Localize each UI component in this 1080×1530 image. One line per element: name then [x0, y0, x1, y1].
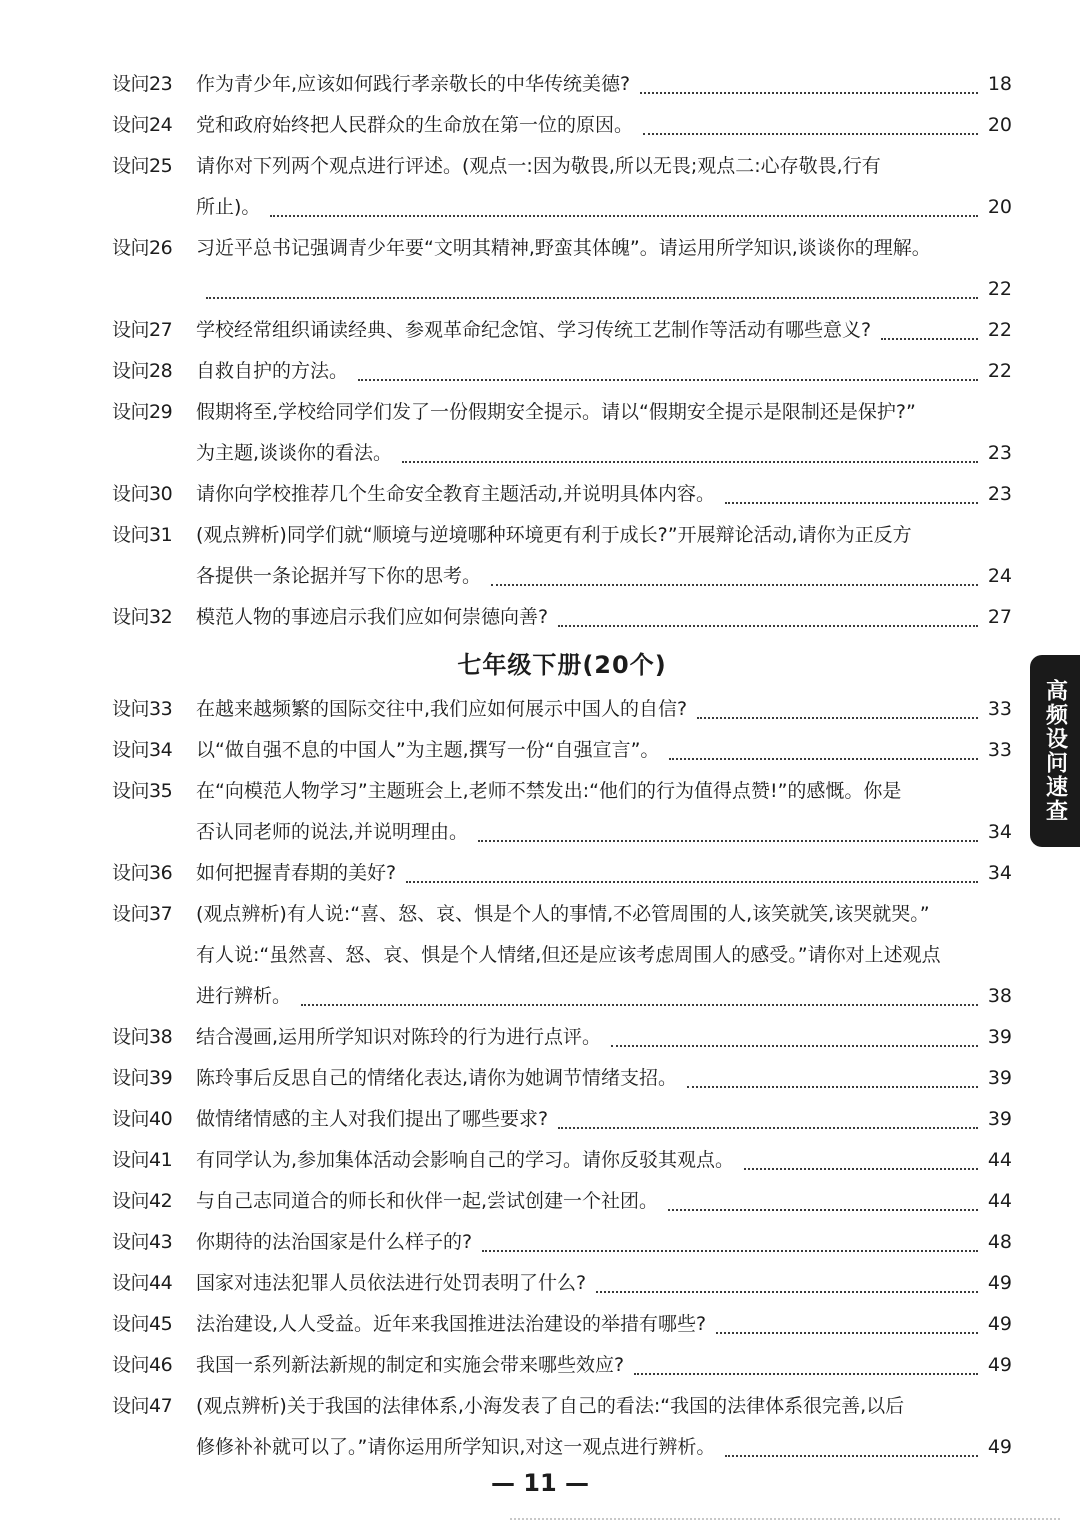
question-text: 习近平总书记强调青少年要“文明其精神,野蛮其体魄”。请运用所学知识,谈谈你的理解。 — [196, 237, 931, 259]
question-number: 设问34 — [112, 739, 173, 761]
question-number: 设问45 — [112, 1313, 173, 1335]
entry-line — [112, 894, 1012, 935]
page-ref: 34 — [987, 821, 1012, 843]
question-number: 设问27 — [112, 319, 173, 341]
page-ref: 44 — [987, 1149, 1012, 1171]
question-number: 设问46 — [112, 1354, 173, 1376]
page-ref: 33 — [987, 739, 1012, 761]
toc-entry[interactable] — [112, 310, 1012, 351]
question-text: 与自己志同道合的师长和伙伴一起,尝试创建一个社团。 — [196, 1190, 659, 1212]
entry-line — [112, 1140, 1012, 1181]
page-ref: 49 — [987, 1436, 1012, 1458]
dot-leader — [725, 1453, 978, 1457]
dot-leader — [668, 1207, 978, 1211]
toc-entry[interactable] — [112, 1181, 1012, 1222]
question-number: 设问26 — [112, 237, 173, 259]
toc-entry[interactable] — [112, 771, 1012, 853]
dot-leader — [744, 1166, 978, 1170]
entry-line — [112, 1099, 1012, 1140]
dot-leader — [491, 582, 978, 586]
question-number: 设问32 — [112, 606, 173, 628]
entry-line — [112, 228, 1012, 269]
toc-entry[interactable] — [112, 1058, 1012, 1099]
question-text: 修修补补就可以了。”请你运用所学知识,对这一观点进行辨析。 — [196, 1436, 716, 1458]
question-text: 为主题,谈谈你的看法。 — [196, 442, 393, 464]
entry-line — [112, 556, 1012, 597]
question-text: 结合漫画,运用所学知识对陈玲的行为进行点评。 — [196, 1026, 602, 1048]
toc-entry[interactable] — [112, 64, 1012, 105]
toc-entry[interactable] — [112, 689, 1012, 730]
question-number: 设问41 — [112, 1149, 173, 1171]
page-ref: 27 — [987, 606, 1012, 628]
entry-line — [112, 392, 1012, 433]
entry-line — [112, 1386, 1012, 1427]
entry-line — [112, 689, 1012, 730]
question-number: 设问42 — [112, 1190, 173, 1212]
entry-line — [112, 351, 1012, 392]
page-ref: 34 — [987, 862, 1012, 884]
question-text: 假期将至,学校给同学们发了一份假期安全提示。请以“假期安全提示是限制还是保护?” — [196, 401, 916, 423]
question-text: 学校经常组织诵读经典、参观革命纪念馆、学习传统工艺制作等活动有哪些意义? — [196, 319, 872, 341]
page-ref: 23 — [987, 483, 1012, 505]
question-text: (观点辨析)同学们就“顺境与逆境哪种环境更有利于成长?”开展辩论活动,请你为正反方 — [196, 524, 912, 546]
dot-leader — [558, 623, 978, 627]
question-text: 模范人物的事迹启示我们应如何崇德向善? — [196, 606, 549, 628]
toc-entry[interactable] — [112, 1017, 1012, 1058]
page-ref: 38 — [987, 985, 1012, 1007]
entry-line — [112, 1263, 1012, 1304]
question-number: 设问43 — [112, 1231, 173, 1253]
entry-line — [112, 1304, 1012, 1345]
toc-entry[interactable] — [112, 1099, 1012, 1140]
question-number: 设问39 — [112, 1067, 173, 1089]
question-text: 党和政府始终把人民群众的生命放在第一位的原因。 — [196, 114, 634, 136]
dot-leader — [478, 838, 978, 842]
question-text: 进行辨析。 — [196, 985, 292, 1007]
entry-line — [112, 935, 1012, 976]
entry-line — [112, 771, 1012, 812]
entry-line — [112, 1181, 1012, 1222]
question-text: 国家对违法犯罪人员依法进行处罚表明了什么? — [196, 1272, 587, 1294]
entry-line — [112, 64, 1012, 105]
question-text: 否认同老师的说法,并说明理由。 — [196, 821, 469, 843]
page-number: — 11 — — [490, 1469, 590, 1497]
entry-line — [112, 1017, 1012, 1058]
dot-leader — [402, 459, 978, 463]
dot-leader — [634, 1371, 978, 1375]
question-number: 设问31 — [112, 524, 173, 546]
question-text: 我国一系列新法新规的制定和实施会带来哪些效应? — [196, 1354, 625, 1376]
question-number: 设问35 — [112, 780, 173, 802]
entry-line — [112, 515, 1012, 556]
question-number: 设问30 — [112, 483, 173, 505]
page-ref: 18 — [987, 73, 1012, 95]
dot-leader — [640, 90, 978, 94]
question-text: 以“做自强不息的中国人”为主题,撰写一份“自强宣言”。 — [196, 739, 660, 761]
question-text: 自救自护的方法。 — [196, 360, 349, 382]
question-number: 设问47 — [112, 1395, 173, 1417]
page-ref: 39 — [987, 1067, 1012, 1089]
dot-leader — [611, 1043, 978, 1047]
dot-leader — [881, 336, 978, 340]
toc-entry[interactable] — [112, 515, 1012, 597]
dot-leader — [358, 377, 978, 381]
page-ref: 49 — [987, 1272, 1012, 1294]
toc-entry[interactable] — [112, 228, 1012, 310]
toc-entry[interactable] — [112, 1304, 1012, 1345]
dot-leader — [669, 756, 978, 760]
entry-line — [112, 976, 1012, 1017]
question-text: (观点辨析)有人说:“喜、怒、哀、惧是个人的事情,不必管周围的人,该笑就笑,该哭就哭。” — [196, 903, 930, 925]
entry-line — [112, 269, 1012, 310]
page-ref: 49 — [987, 1354, 1012, 1376]
toc-entry[interactable] — [112, 351, 1012, 392]
dot-leader — [206, 295, 978, 299]
question-text: 做情绪情感的主人对我们提出了哪些要求? — [196, 1108, 549, 1130]
question-text: 陈玲事后反思自己的情绪化表达,请你为她调节情绪支招。 — [196, 1067, 678, 1089]
dot-leader — [482, 1248, 978, 1252]
entry-line — [112, 146, 1012, 187]
question-text: 各提供一条论据并写下你的思考。 — [196, 565, 482, 587]
dot-leader — [697, 715, 978, 719]
toc-entry[interactable] — [112, 1345, 1012, 1386]
question-number: 设问36 — [112, 862, 173, 884]
side-tab — [1030, 655, 1080, 847]
page-ref: 24 — [987, 565, 1012, 587]
page-ref: 44 — [987, 1190, 1012, 1212]
dot-leader — [725, 500, 978, 504]
page-ref: 49 — [987, 1313, 1012, 1335]
toc-entry[interactable] — [112, 1386, 1012, 1468]
page-ref: 39 — [987, 1026, 1012, 1048]
dot-leader — [716, 1330, 978, 1334]
side-tab-label: 高频设问速查 — [1042, 679, 1068, 823]
dot-leader — [596, 1289, 978, 1293]
dot-leader — [301, 1002, 978, 1006]
question-text: 在“向模范人物学习”主题班会上,老师不禁发出:“他们的行为值得点赞!”的感慨。你是 — [196, 780, 902, 802]
entry-line — [112, 730, 1012, 771]
page-ref: 22 — [987, 319, 1012, 341]
question-number: 设问37 — [112, 903, 173, 925]
toc-entry[interactable] — [112, 392, 1012, 474]
entry-line — [112, 187, 1012, 228]
page-ref: 22 — [987, 360, 1012, 382]
dot-leader — [406, 879, 978, 883]
question-number: 设问24 — [112, 114, 173, 136]
entry-line — [112, 1345, 1012, 1386]
question-number: 设问29 — [112, 401, 173, 423]
entry-line — [112, 597, 1012, 638]
section-title: 七年级下册(20个) — [457, 651, 667, 679]
toc-entry[interactable] — [112, 1222, 1012, 1263]
page-ref: 33 — [987, 698, 1012, 720]
toc-entry[interactable] — [112, 853, 1012, 894]
toc-entry[interactable] — [112, 474, 1012, 515]
entry-line — [112, 105, 1012, 146]
toc-entry[interactable] — [112, 730, 1012, 771]
question-text: 所止)。 — [196, 196, 261, 218]
toc-entry[interactable] — [112, 894, 1012, 1017]
entry-line — [112, 853, 1012, 894]
page-ref: 23 — [987, 442, 1012, 464]
question-text: 在越来越频繁的国际交往中,我们应如何展示中国人的自信? — [196, 698, 688, 720]
question-number: 设问25 — [112, 155, 173, 177]
entry-line — [112, 474, 1012, 515]
entry-line — [112, 1222, 1012, 1263]
page-ref: 20 — [987, 114, 1012, 136]
entry-line — [112, 433, 1012, 474]
toc-entry[interactable] — [112, 597, 1012, 638]
question-text: 法治建设,人人受益。近年来我国推进法治建设的举措有哪些? — [196, 1313, 707, 1335]
page-ref: 39 — [987, 1108, 1012, 1130]
question-text: 有同学认为,参加集体活动会影响自己的学习。请你反驳其观点。 — [196, 1149, 735, 1171]
scan-artifact — [510, 1518, 1060, 1528]
toc-entry[interactable] — [112, 105, 1012, 146]
question-text: (观点辨析)关于我国的法律体系,小海发表了自己的看法:“我国的法律体系很完善,以后 — [196, 1395, 905, 1417]
question-number: 设问38 — [112, 1026, 173, 1048]
question-text: 请你对下列两个观点进行评述。(观点一:因为敬畏,所以无畏;观点二:心存敬畏,行有 — [196, 155, 881, 177]
question-text: 请你向学校推荐几个生命安全教育主题活动,并说明具体内容。 — [196, 483, 716, 505]
question-text: 你期待的法治国家是什么样子的? — [196, 1231, 473, 1253]
page-ref: 20 — [987, 196, 1012, 218]
toc-entry[interactable] — [112, 146, 1012, 228]
dot-leader — [558, 1125, 978, 1129]
question-number: 设问44 — [112, 1272, 173, 1294]
entry-line — [112, 1058, 1012, 1099]
dot-leader — [687, 1084, 978, 1088]
question-text: 有人说:“虽然喜、怒、哀、惧是个人情绪,但还是应该考虑周围人的感受。”请你对上述观点 — [196, 944, 941, 966]
page-ref: 22 — [987, 278, 1012, 300]
question-text: 作为青少年,应该如何践行孝亲敬长的中华传统美德? — [196, 73, 631, 95]
question-number: 设问33 — [112, 698, 173, 720]
entry-line — [112, 310, 1012, 351]
dot-leader — [643, 131, 978, 135]
entry-line — [112, 812, 1012, 853]
question-number: 设问40 — [112, 1108, 173, 1130]
entry-line — [112, 1427, 1012, 1468]
dot-leader — [270, 213, 978, 217]
question-number: 设问23 — [112, 73, 173, 95]
toc-entry[interactable] — [112, 1140, 1012, 1181]
question-text: 如何把握青春期的美好? — [196, 862, 397, 884]
page-ref: 48 — [987, 1231, 1012, 1253]
toc-entry[interactable] — [112, 1263, 1012, 1304]
question-number: 设问28 — [112, 360, 173, 382]
